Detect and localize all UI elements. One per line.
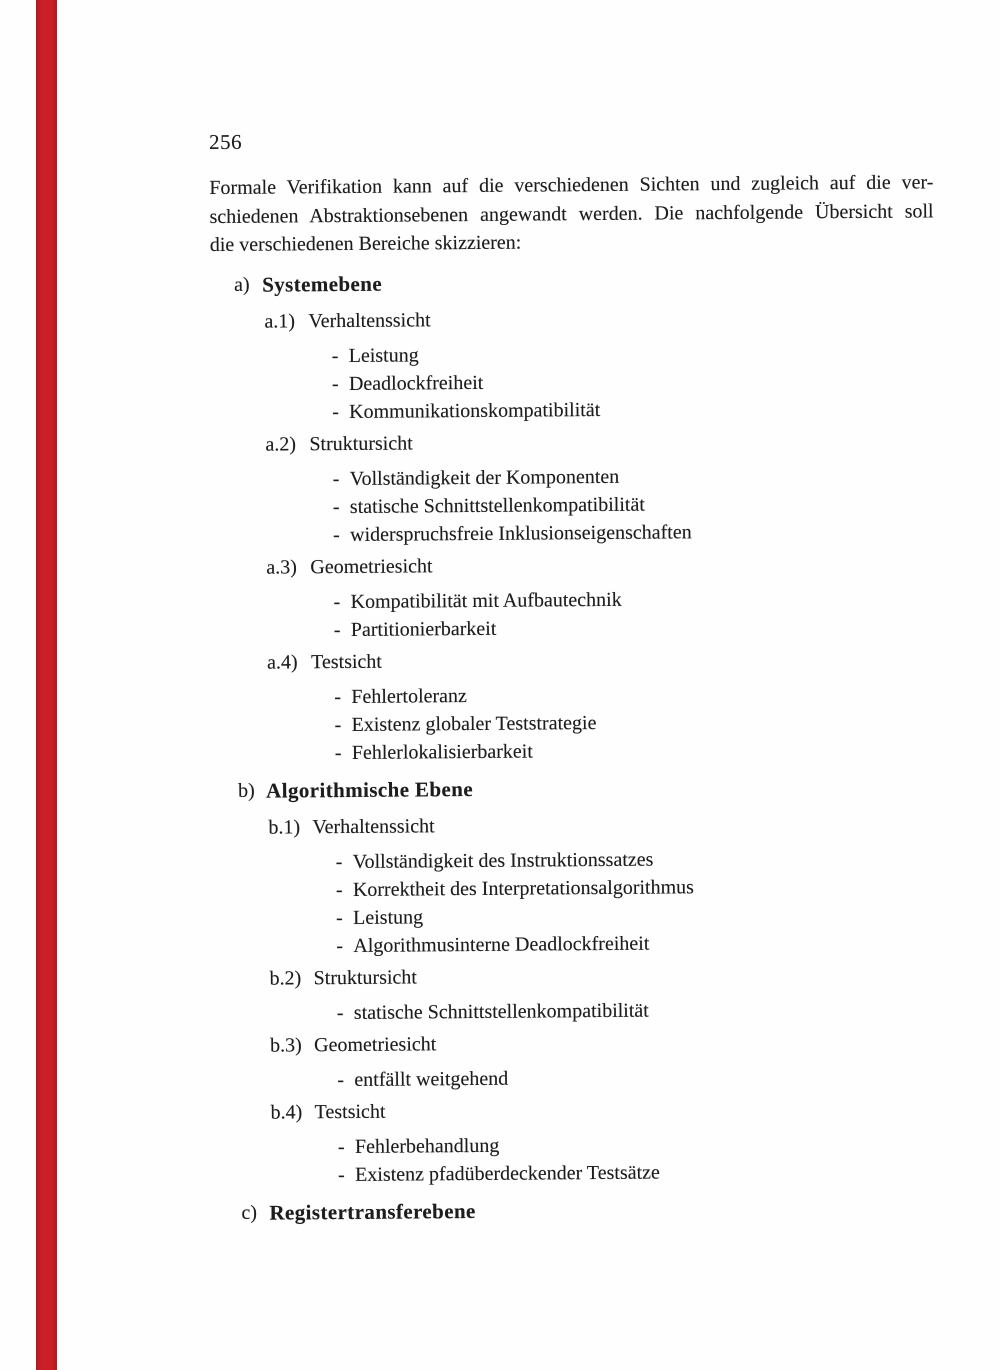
subsection-marker: b.3) [270,1034,302,1057]
outline-subsection-row [3,548,1000,584]
section-marker: a) [234,273,250,296]
subsection-title: Verhaltenssicht [308,309,431,333]
item-dash: - [337,1069,345,1092]
item-dash: - [333,591,341,614]
paragraph-line: schiedenen Abstraktionsebenen angewandt werden. Die nachfolgende Übersicht soll [209,199,934,228]
outline-subsection-row [6,959,1000,995]
section-title: Registertransferebene [269,1198,476,1225]
item-dash: - [335,879,343,902]
item-text: Partitionierbarkeit [350,617,497,641]
item-dash: - [333,619,341,642]
item-text: Fehlertoleranz [351,685,467,708]
subsection-title: Struktursicht [309,432,413,456]
subsection-marker: b.4) [270,1101,303,1124]
item-dash: - [336,907,343,930]
item-dash: - [336,1002,344,1025]
item-text: widerspruchsfreie Inklusionseigenschaften [350,521,692,546]
item-dash: - [332,468,340,491]
section-marker: c) [241,1201,258,1224]
item-text: statische Schnittstellenkompatibilität [353,999,649,1024]
item-text: Existenz globaler Teststrategie [351,712,597,736]
subsection-marker: a.1) [264,310,296,333]
item-text: Korrektheit des Interpretationsalgorithmus [352,876,694,901]
subsection-title: Geometriesicht [314,1033,437,1057]
outline-section-row [5,771,1000,807]
item-text: Kommunikationskompatibilität [349,398,601,423]
item-dash: - [338,1164,345,1187]
outline-item-row [7,994,1000,1030]
item-text: Algorithmusinterne Deadlockfreiheit [353,932,650,957]
intro-paragraph [209,168,934,259]
item-text: entfällt weitgehend [354,1067,509,1091]
outline-subsection-row [2,425,1000,461]
paragraph-line: Formale Verifikation kann auf die verschiedenen Sichten und zugleich auf die ver- [209,171,934,200]
item-text: statische Schnittstellenkompatibilität [349,493,645,518]
item-dash: - [332,496,340,519]
item-dash: - [337,1136,345,1159]
outline-section-row [1,265,1000,301]
outline [1,265,1000,1238]
outline-subsection-row [7,1026,1000,1062]
subsection-title: Testsicht [311,650,383,674]
item-dash: - [332,401,339,424]
item-dash: - [334,714,342,737]
item-text: Fehlerlokalisierbarkeit [351,740,533,764]
subsection-marker: a.4) [267,651,298,674]
item-dash: - [336,935,344,958]
item-dash: - [333,524,340,547]
outline-section-row [8,1193,1000,1229]
section-title: Algorithmische Ebene [266,776,474,803]
item-text: Leistung [348,344,419,367]
outline-subsection-row [1,302,1000,338]
page-number: 256 [208,129,243,155]
subsection-title: Geometriesicht [310,555,433,579]
item-dash: - [331,373,339,396]
item-text: Deadlockfreiheit [348,371,484,395]
subsection-title: Verhaltenssicht [312,815,435,839]
subsection-title: Struktursicht [313,966,418,990]
section-title: Systemebene [262,271,383,297]
item-dash: - [335,851,343,874]
item-text: Vollständigkeit der Komponenten [349,465,620,490]
item-dash: - [334,686,342,709]
item-text: Existenz pfadüberdeckender Testsätze [355,1161,660,1186]
subsection-marker: a.3) [266,556,297,579]
section-marker: b) [238,779,255,802]
item-dash: - [334,742,342,765]
item-text: Leistung [353,906,424,929]
item-dash: - [331,345,339,368]
item-text: Fehlerbehandlung [354,1134,500,1158]
paragraph-line: die verschiedenen Bereiche skizzieren: [209,231,522,257]
item-text: Vollständigkeit des Instruktionssatzes [352,848,654,873]
outline-subsection-row [8,1093,1000,1129]
subsection-title: Testsicht [314,1100,386,1124]
item-text: Kompatibilität mit Aufbautechnik [350,588,622,613]
outline-subsection-row [4,643,1000,679]
subsection-marker: b.1) [268,816,301,839]
outline-item-row [7,1061,1000,1097]
outline-subsection-row [5,808,1000,844]
subsection-marker: b.2) [269,967,302,990]
subsection-marker: a.2) [265,433,297,456]
